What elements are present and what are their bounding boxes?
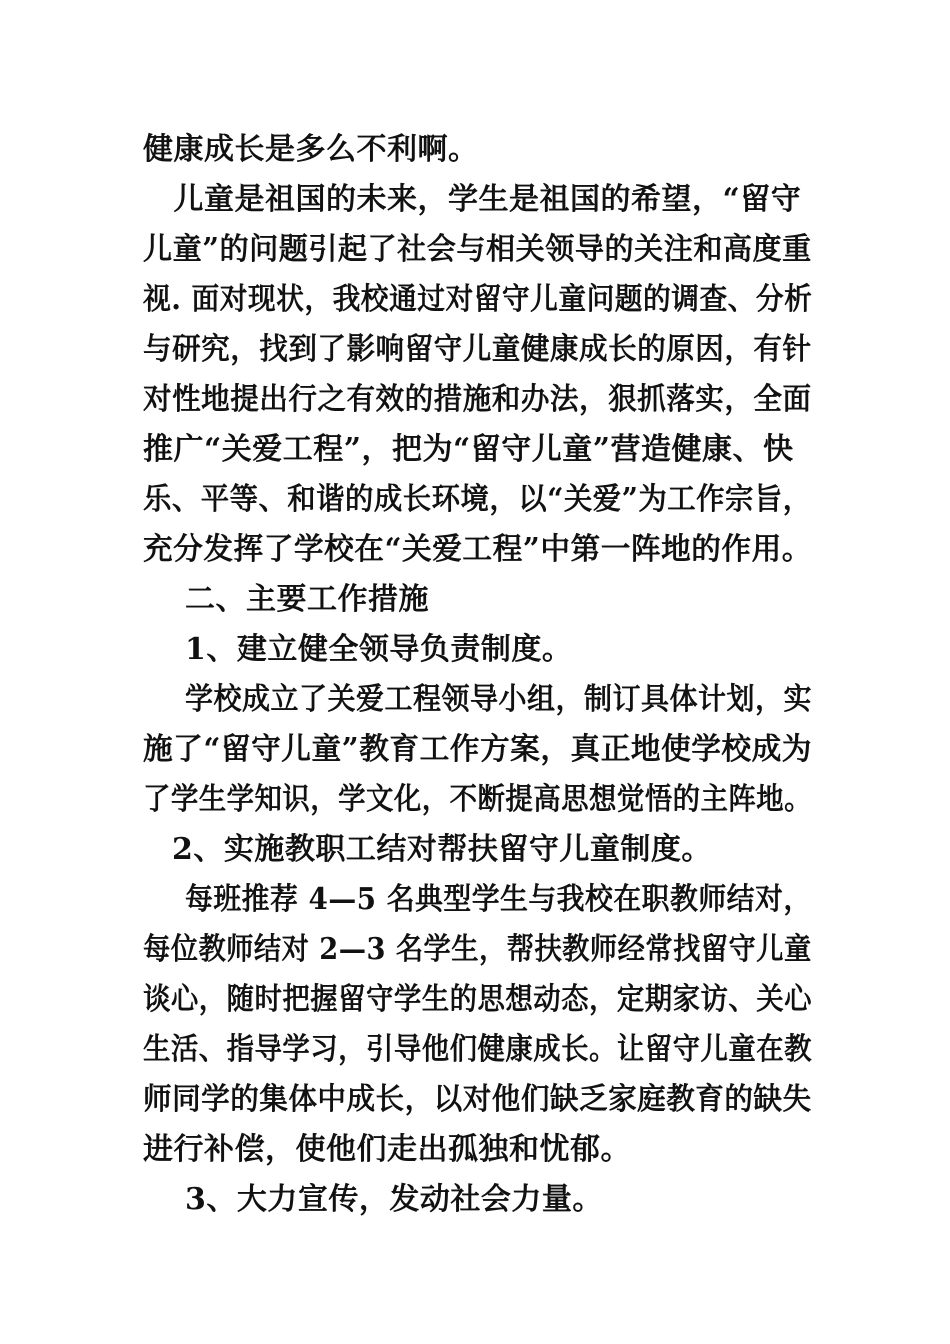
text-line: 充分发挥了学校在“关爱工程”中第一阵地的作用。 [143,532,812,567]
text-line: 乐、平等、和谐的成长环境，以“关爱”为工作宗旨， [143,482,812,517]
text-line: 健康成长是多么不利啊。 [143,132,479,167]
text-line: 了学生学知识，学文化，不断提高思想觉悟的主阵地。 [143,782,812,817]
section-heading: 二、主要工作措施 [185,582,429,617]
subsection-heading: 1、建立健全领导负责制度。 [185,632,573,667]
text-line: 每位教师结对 2—3 名学生，帮扶教师经常找留守儿童 [143,932,812,967]
subsection-heading: 3、大力宣传，发动社会力量。 [185,1182,603,1217]
text-line: 学校成立了关爱工程领导小组，制订具体计划，实 [185,682,812,717]
text-line: 谈心，随时把握留守学生的思想动态，定期家访、关心 [143,982,812,1017]
text-line: 进行补偿，使他们走出孤独和忧郁。 [143,1132,631,1167]
text-line: 施了“留守儿童”教育工作方案，真正地使学校成为 [143,732,812,767]
text-line: 儿童是祖国的未来，学生是祖国的希望，“留守 [143,182,802,217]
text-line: 师同学的集体中成长，以对他们缺乏家庭教育的缺失 [143,1082,812,1117]
text-line: 推广“关爱工程”，把为“留守儿童”营造健康、快 [143,432,794,467]
text-line: 视. 面对现状，我校通过对留守儿童问题的调查、分析 [143,282,813,317]
text-line: 生活、指导学习，引导他们健康成长。让留守儿童在教 [143,1032,812,1067]
text-line: 对性地提出行之有效的措施和办法，狠抓落实，全面 [143,382,812,417]
text-line: 每班推荐 4—5 名典型学生与我校在职教师结对， [185,882,812,917]
text-line: 儿童”的问题引起了社会与相关领导的关注和高度重 [143,232,812,267]
subsection-heading: 2、实施教职工结对帮扶留守儿童制度。 [172,832,712,867]
text-line: 与研究，找到了影响留守儿童健康成长的原因，有针 [143,332,812,367]
